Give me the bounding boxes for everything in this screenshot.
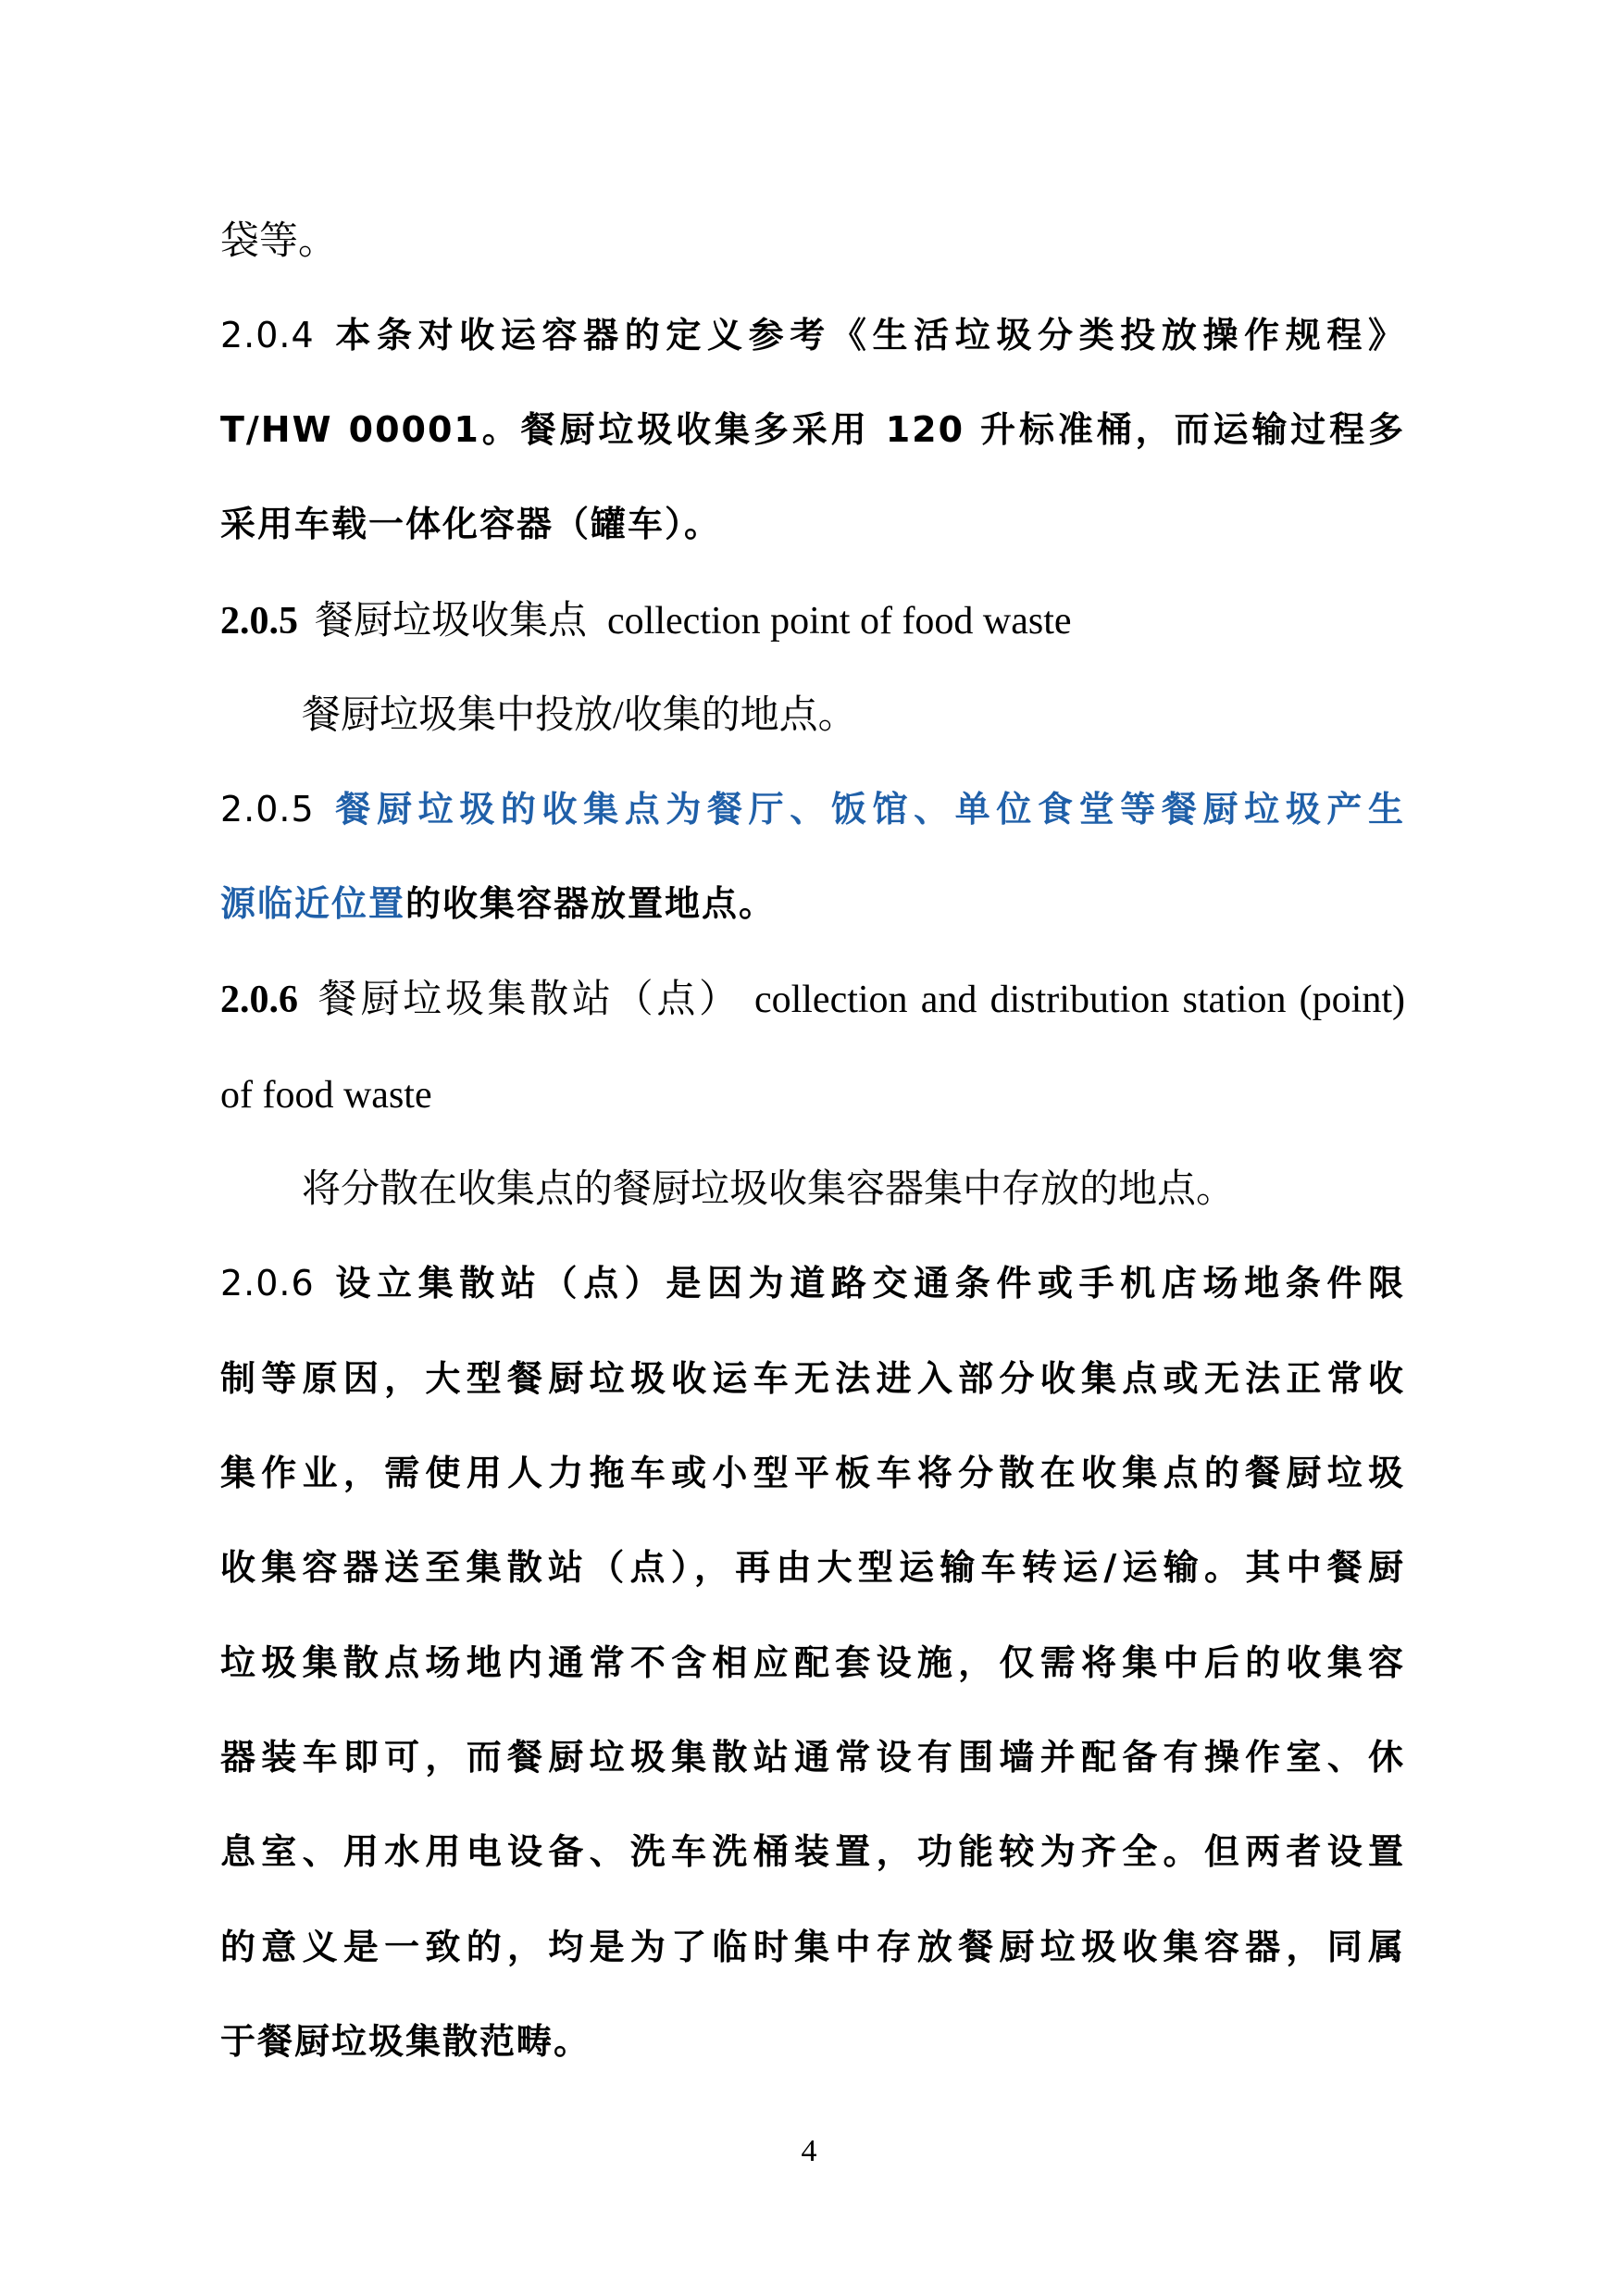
note-text: 于餐厨垃圾集散范畴。 [220,2021,591,2062]
term-2-0-5-heading [220,602,1405,641]
term-english: collection point of food waste [607,600,1072,643]
clause-number: 2.0.5 [220,600,298,643]
term-2-0-6-definition [302,1170,1487,1209]
note-text: 采用车载一体化容器（罐车）。 [220,504,722,544]
note-text: 器装车即可，而餐厨垃圾集散站通常设有围墙并配备有操作室、休 [220,1737,1405,1778]
note-text: 制等原因，大型餐厨垃圾收运车无法进入部分收集点或无法正常收 [220,1358,1405,1399]
note-2-0-4-line-1 [220,315,1405,356]
note-2-0-6-line-2 [220,1358,1405,1399]
note-2-0-6-line-7 [220,1831,1405,1872]
term-2-0-6-heading [220,980,1405,1019]
note-2-0-6-line-8 [220,1929,1405,1965]
note-2-0-4-line-3 [220,506,1405,542]
highlighted-text: 餐厨垃圾的收集点为餐厅、饭馆、单位食堂等餐厨垃圾产生 [330,789,1405,830]
definition-text: 餐厨垃圾集中投放/收集的地点。 [302,694,857,737]
term-english: of food waste [220,1074,432,1117]
term-chinese: 餐厨垃圾收集点 [315,600,588,643]
note-text: 的收集容器放置地点。 [405,883,777,924]
term-2-0-6-heading-cont [220,1076,1405,1115]
page-number: 4 [801,2134,817,2168]
note-text: 收集容器送至集散站（点），再由大型运输车转运/运输。其中餐厨 [220,1547,1405,1588]
note-text: 垃圾集散点场地内通常不含相应配套设施，仅需将集中后的收集容 [220,1642,1405,1683]
term-2-0-5-definition [302,696,1487,735]
clause-number: 2.0.4 [220,315,315,356]
note-2-0-5-line-2 [220,883,1405,924]
note-2-0-5-line-1 [220,789,1405,830]
clause-number: 2.0.5 [220,789,315,830]
note-text: 设立集散站（点）是因为道路交通条件或手机店场地条件限 [330,1263,1405,1304]
clause-number: 2.0.6 [220,1263,315,1304]
text-fragment: 袋等。 [220,220,338,263]
term-english: collection and distribution station (point) [753,979,1405,1021]
note-text: 本条对收运容器的定义参考《生活垃圾分类投放操作规程》 [330,315,1405,356]
text-line [220,222,1405,261]
clause-number: 2.0.6 [220,979,298,1021]
note-2-0-6-line-3 [220,1455,1405,1491]
note-text: 的意义是一致的，均是为了临时集中存放餐厨垃圾收集容器，同属 [220,1927,1405,1967]
term-chinese: 餐厨垃圾集散站（点） [315,979,741,1021]
note-2-0-6-line-1 [220,1263,1405,1304]
note-2-0-6-line-5 [220,1642,1405,1683]
note-2-0-4-line-2 [220,409,1405,450]
note-2-0-6-line-4 [220,1547,1405,1588]
highlighted-text: 源临近位置 [220,883,406,924]
note-text: T/HW 00001。餐厨垃圾收集多采用 120 升标准桶，而运输过程多 [220,409,1405,450]
note-2-0-6-line-9 [220,2021,1405,2062]
note-text: 息室、用水用电设备、洗车洗桶装置，功能较为齐全。但两者设置 [220,1831,1405,1872]
note-text: 集作业，需使用人力拖车或小型平板车将分散在收集点的餐厨垃圾 [220,1453,1405,1493]
note-2-0-6-line-6 [220,1737,1405,1778]
definition-text: 将分散在收集点的餐厨垃圾收集容器集中存放的地点。 [302,1168,1236,1211]
